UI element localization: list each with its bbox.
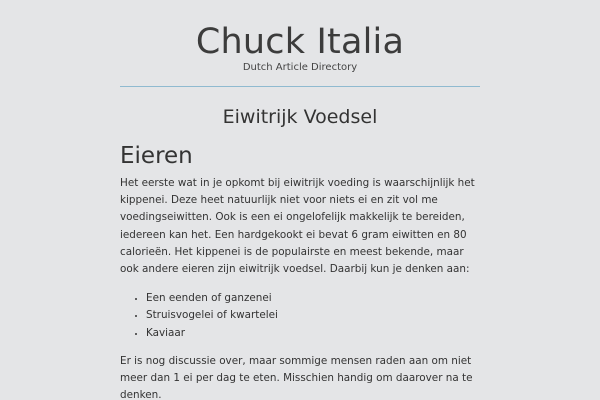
site-header — [120, 0, 480, 87]
article-title: Eiwitrijk Voedsel — [222, 106, 378, 128]
header-divider — [120, 86, 480, 87]
site-title[interactable]: Chuck Italia — [195, 22, 405, 62]
list-item: • Kaviaar — [146, 325, 480, 342]
list-item: • Een eenden of ganzenei — [146, 290, 480, 307]
article-paragraph: Het eerste wat in je opkomt bij eiwitrijk voeding is waarschijnlijk het kippenei. Deze heet natuurlijk niet voor niets ei en zit vol me voedingseiwitten. Ook is een ei ongelofelijk makkelijk te bereiden, iedereen kan het. Een hardgekookt ei bevat 6 gram eiwitten en 80 calorieën. Het kippenei is de populairste en meest bekende, maar ook andere eieren zijn eiwitrijk voedsel. Daarbij kun je denken aan: — [120, 177, 475, 276]
egg-list — [120, 290, 480, 342]
article-paragraph: Er is nog discussie over, maar sommige mensen raden aan om niet meer dan 1 ei per dag te eten. Misschien handig om daarover na te denken. — [120, 354, 473, 400]
site-description: Dutch Article Directory — [242, 62, 358, 73]
article — [120, 104, 480, 400]
page-container — [120, 0, 480, 400]
section-heading: Eieren — [120, 143, 193, 169]
list-item: • Struisvogelei of kwartelei — [146, 307, 480, 324]
